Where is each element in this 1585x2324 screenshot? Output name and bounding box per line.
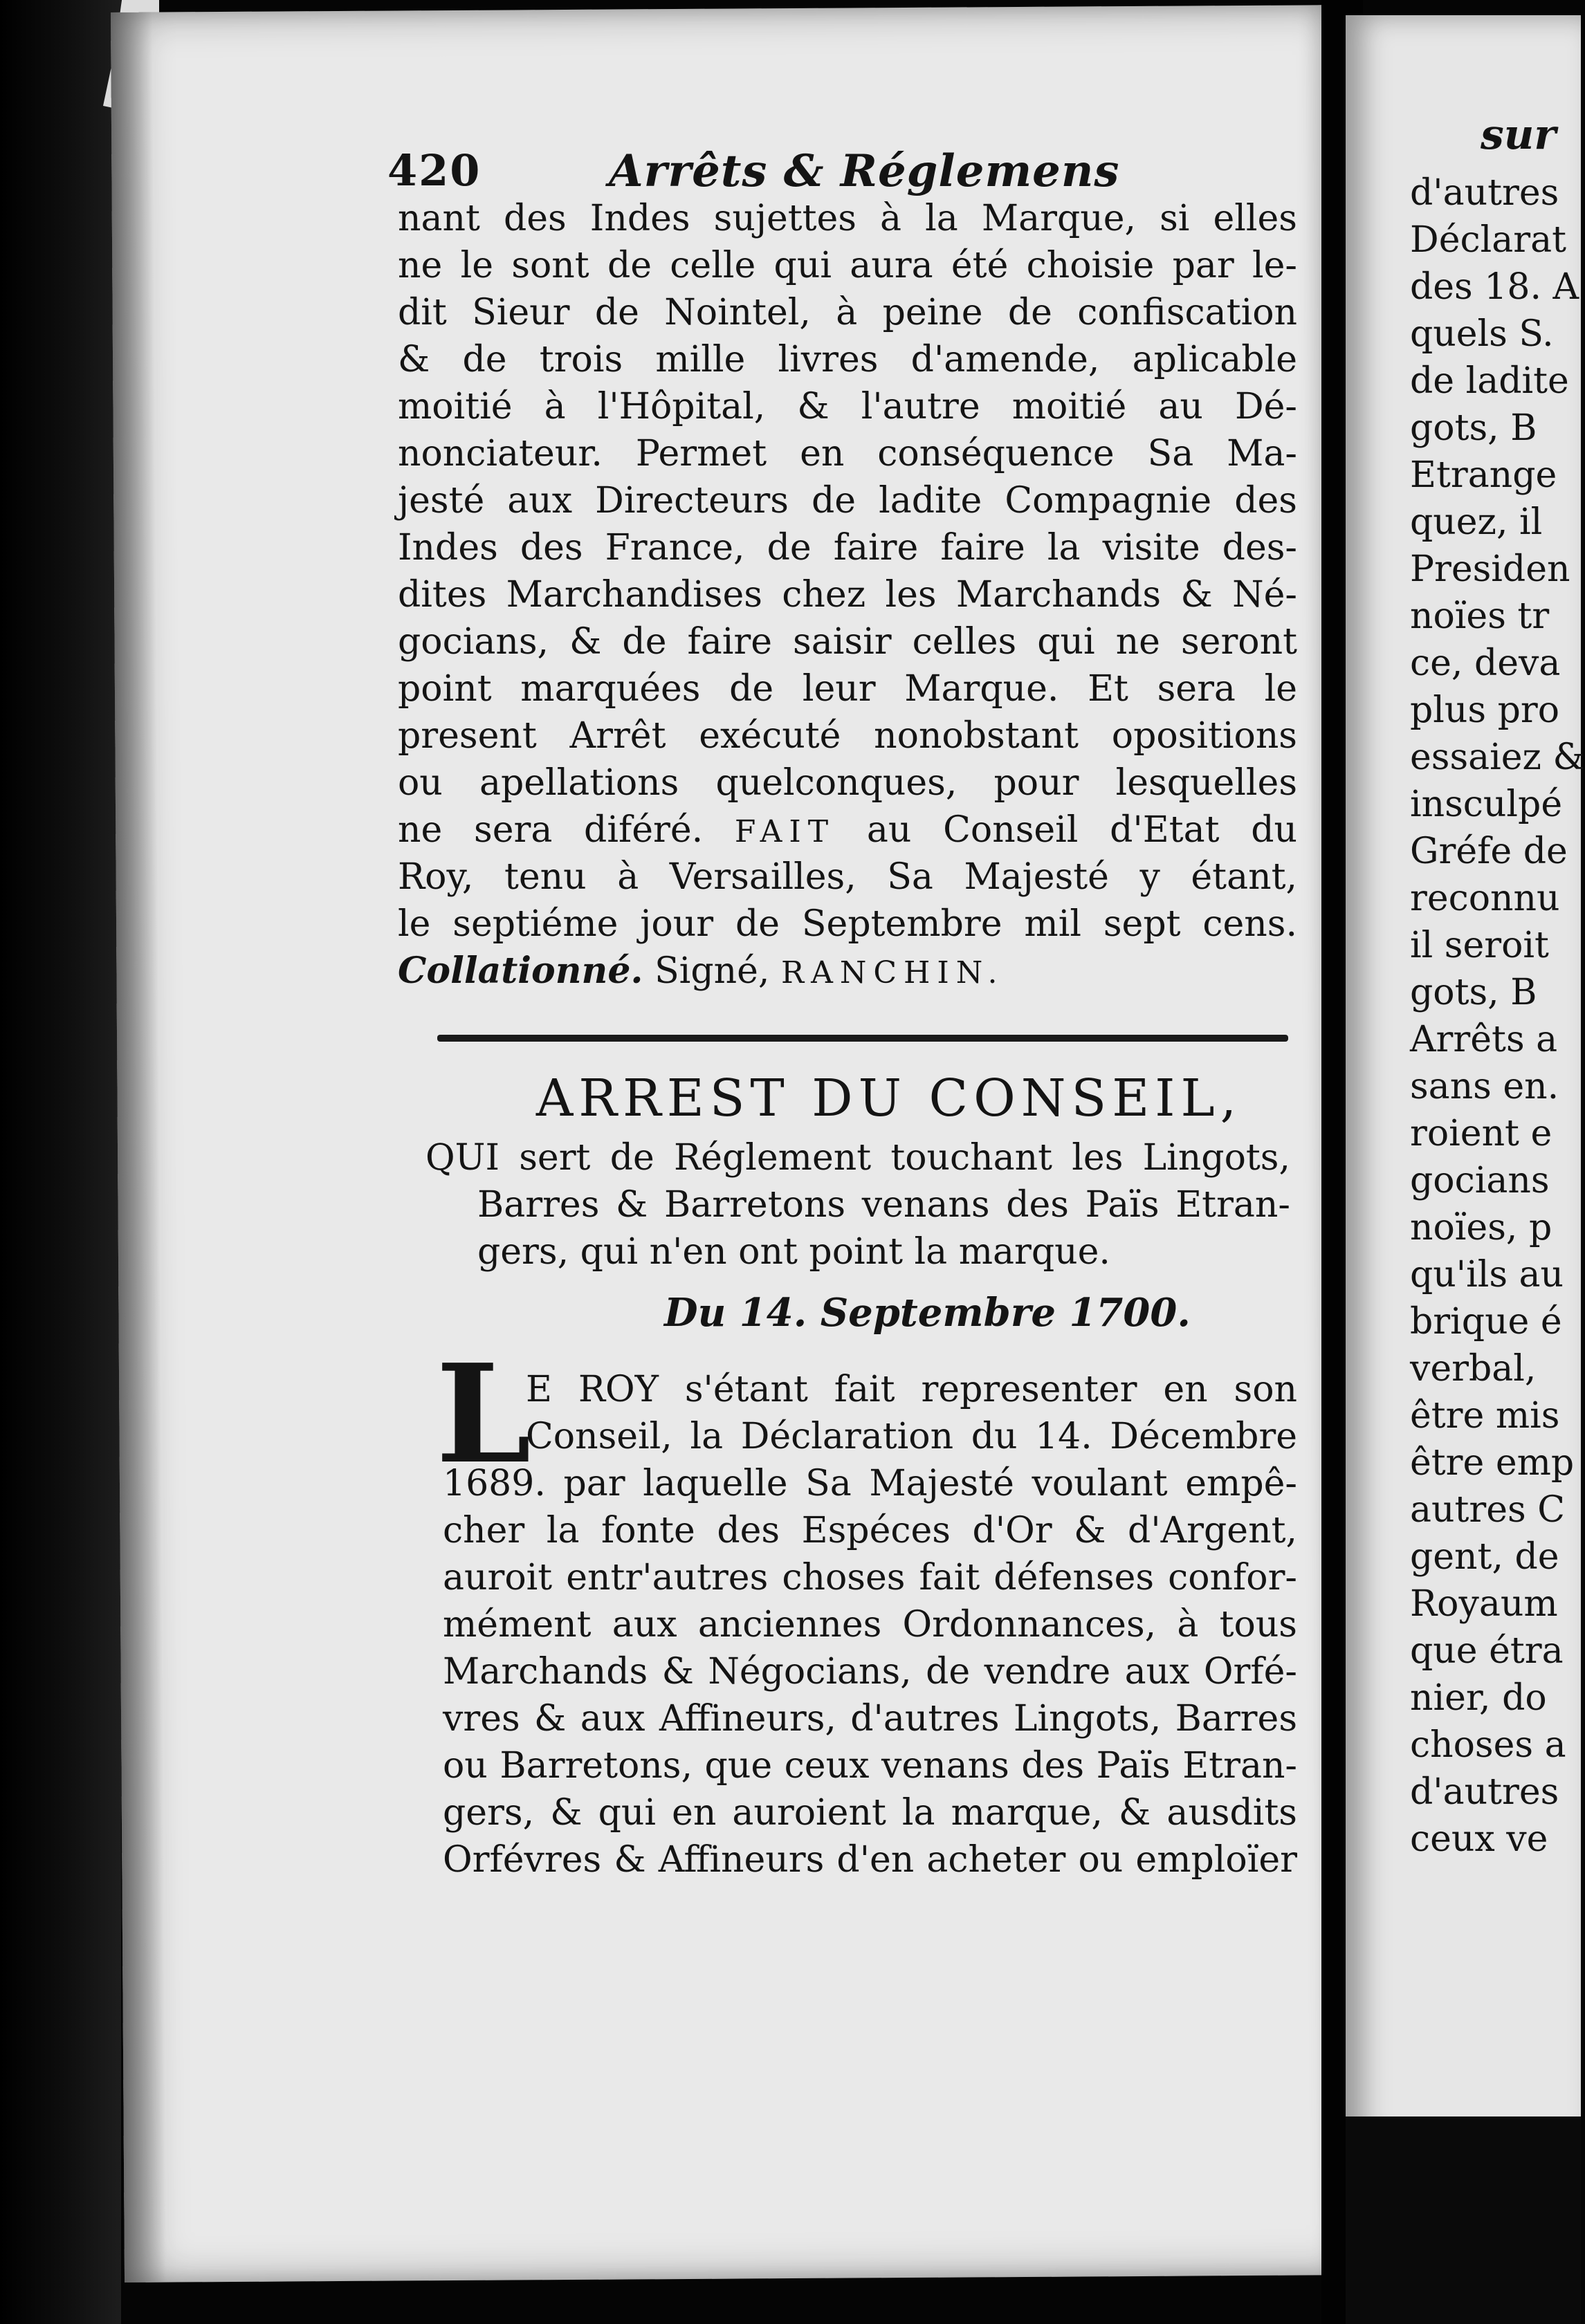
arrest-title: ARREST DU CONSEIL, <box>535 1069 1243 1128</box>
right-page-line: d'autres <box>1410 172 1559 214</box>
text-line: Roy, tenu à Versailles, Sa Majesté y étant, <box>398 856 1297 898</box>
right-page-line: gocians <box>1410 1160 1550 1201</box>
subject-line: gers, qui n'en ont point la marque. <box>477 1231 1110 1273</box>
fait-line <box>398 806 1297 854</box>
right-page-line: Presiden <box>1410 548 1570 590</box>
book-binding <box>0 0 121 2324</box>
continuation-text <box>398 195 1297 995</box>
signer-name: RANCHIN. <box>780 955 1005 990</box>
right-page-line: être emp <box>1410 1442 1575 1484</box>
text-line: present Arrêt exécuté nonobstant opositions <box>398 715 1297 757</box>
text-line: jesté aux Directeurs de ladite Compagnie des <box>398 480 1297 522</box>
text-line: moitié à l'Hôpital, & l'autre moitié au Dé- <box>398 386 1297 427</box>
right-page-header: sur <box>1481 111 1557 159</box>
right-page-line: insculpé <box>1410 784 1563 825</box>
text-line: le septiéme jour de Septembre mil sept cens. <box>398 903 1297 945</box>
right-page-line: choses a <box>1410 1724 1566 1766</box>
right-page-line: ce, deva <box>1410 643 1561 684</box>
signe-word: Signé, <box>654 950 770 992</box>
right-page-line: plus pro <box>1410 690 1560 731</box>
running-title: Arrêts & Réglemens <box>609 145 1120 197</box>
right-page-line: il seroit <box>1410 925 1549 966</box>
text-line: ou apellations quelconques, pour lesquelles <box>398 762 1297 804</box>
text-line: nant des Indes sujettes à la Marque, si elles <box>398 198 1297 239</box>
body-line: Conseil, la Déclaration du 14. Décembre <box>526 1416 1297 1457</box>
right-page-line: d'autres <box>1410 1771 1559 1813</box>
text-line: dit Sieur de Nointel, à peine de confiscation <box>398 292 1297 333</box>
right-page-line: quez, il <box>1410 501 1543 543</box>
body-line: mément aux anciennes Ordonnances, à tous <box>443 1604 1297 1645</box>
right-page-line: Déclarat <box>1410 219 1566 261</box>
arrest-subject <box>425 1134 1290 1275</box>
right-page-line: sans en. <box>1410 1066 1559 1107</box>
right-page-line: Etrange <box>1410 454 1557 496</box>
collationne-word: Collationné. <box>398 950 643 992</box>
text-line: ne le sont de celle qui aura été choisie par le- <box>398 245 1297 286</box>
body-line: ou Barretons, que ceux venans des Païs Etran- <box>443 1745 1297 1787</box>
right-page-line: Royaum <box>1410 1583 1558 1625</box>
text-line: gocians, & de faire saisir celles qui ne seront <box>398 621 1297 663</box>
subject-line: QUI sert de Réglement touchant les Lingots, <box>425 1137 1290 1179</box>
body-line: gers, & qui en auroient la marque, & ausdits <box>443 1792 1297 1834</box>
arrest-body <box>443 1366 1297 1883</box>
arrest-date: Du 14. Septembre 1700. <box>664 1290 1191 1336</box>
body-line: E ROY s'étant fait representer en son <box>526 1369 1297 1410</box>
body-line: vres & aux Affineurs, d'autres Lingots, Barres <box>443 1698 1297 1740</box>
right-page-line: que étra <box>1410 1630 1564 1672</box>
body-line: Orfévres & Affineurs d'en acheter ou emploïer <box>443 1839 1297 1881</box>
fait-word: FAIT <box>734 814 836 849</box>
right-page-line: essaiez & <box>1410 737 1585 778</box>
right-page-line: Arrêts a <box>1410 1019 1558 1060</box>
right-page-line: autres C <box>1410 1489 1566 1531</box>
right-page-line: nier, do <box>1410 1677 1547 1719</box>
text-fragment: ne sera diféré. <box>398 809 704 851</box>
right-page-line: gots, B <box>1410 972 1537 1013</box>
right-page-line: gent, de <box>1410 1536 1559 1578</box>
subject-line: Barres & Barretons venans des Païs Etran- <box>477 1184 1290 1226</box>
right-page-text <box>1410 169 1585 1863</box>
right-page-line: ceux ve <box>1410 1818 1548 1860</box>
right-page-line: reconnu <box>1410 878 1560 919</box>
body-line: auroit entr'autres choses fait défenses confor- <box>443 1557 1297 1598</box>
text-line: nonciateur. Permet en conséquence Sa Ma- <box>398 433 1297 474</box>
right-page-shadow <box>1346 2116 1581 2324</box>
right-page-line: des 18. A <box>1410 266 1579 308</box>
right-page-line: roient e <box>1410 1113 1552 1154</box>
right-page-line: Gréfe de <box>1410 831 1568 872</box>
right-page-line: être mis <box>1410 1395 1560 1437</box>
right-page-line: qu'ils au <box>1410 1254 1564 1295</box>
right-page-line: noïes tr <box>1410 596 1550 637</box>
text-fragment: au Conseil d'Etat du <box>866 809 1298 851</box>
text-line: & de trois mille livres d'amende, aplicable <box>398 339 1297 380</box>
right-page-line: de ladite <box>1410 360 1569 402</box>
section-divider <box>437 1035 1288 1042</box>
body-line: Marchands & Négocians, de vendre aux Orfé- <box>443 1651 1297 1693</box>
text-line: dites Marchandises chez les Marchands & Né- <box>398 574 1297 616</box>
right-page-line: quels S. <box>1410 313 1554 355</box>
body-line: cher la fonte des Espéces d'Or & d'Argent, <box>443 1510 1297 1551</box>
text-line: point marquées de leur Marque. Et sera le <box>398 668 1297 710</box>
text-line: Indes des France, de faire faire la visite des- <box>398 527 1297 569</box>
right-page-line: gots, B <box>1410 407 1537 449</box>
drop-cap: L <box>436 1335 531 1494</box>
right-page-line: noïes, p <box>1410 1207 1552 1248</box>
body-line: 1689. par laquelle Sa Majesté voulant empê- <box>443 1463 1297 1504</box>
page-number: 420 <box>387 145 482 196</box>
signature-line <box>398 948 1297 995</box>
right-page-line: brique é <box>1410 1301 1562 1343</box>
right-page-line: verbal, <box>1410 1348 1537 1390</box>
